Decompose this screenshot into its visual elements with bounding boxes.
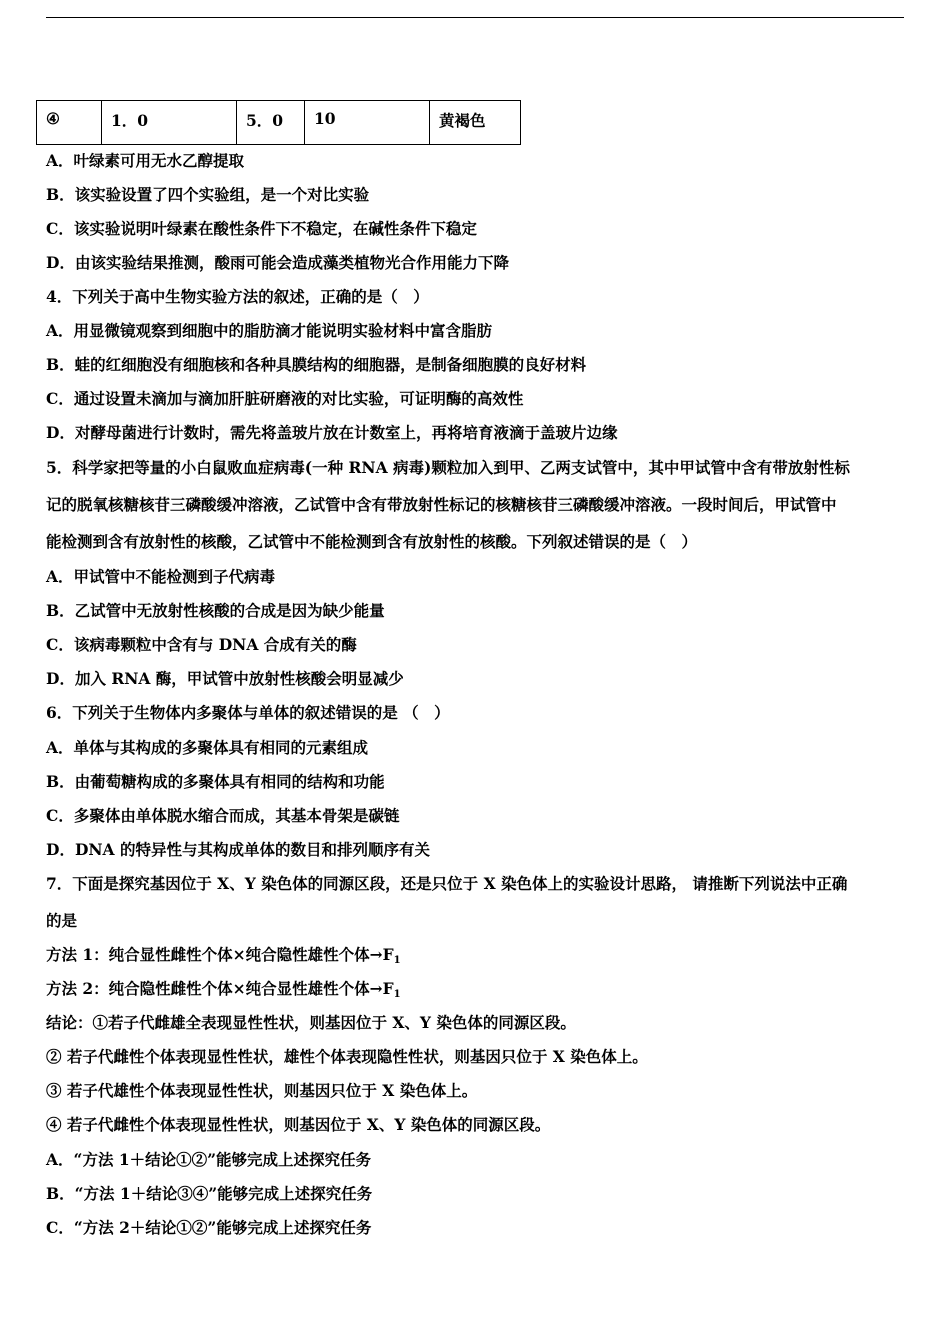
table-cell: 10	[305, 101, 430, 145]
conclusion-4: ④ 若子代雌性个体表现显性性状，则基因位于 X、Y 染色体的同源区段。	[46, 1115, 551, 1134]
conclusion-2: ② 若子代雌性个体表现显性性状，雄性个体表现隐性性状，则基因只位于 X 染色体上。	[46, 1047, 648, 1066]
question-6: 6．下列关于生物体内多聚体与单体的叙述错误的是 （ ）	[46, 703, 450, 722]
question-4: 4．下列关于高中生物实验方法的叙述，正确的是（ ）	[46, 287, 429, 306]
option-a: A．叶绿素可用无水乙醇提取	[46, 151, 245, 170]
option-c: C．“方法 2＋结论①②”能够完成上述探究任务	[46, 1218, 372, 1237]
data-table	[36, 100, 521, 145]
subscript: 1	[393, 955, 401, 966]
option-a: A．“方法 1＋结论①②”能够完成上述探究任务	[46, 1150, 372, 1169]
option-d: D．由该实验结果推测，酸雨可能会造成藻类植物光合作用能力下降	[46, 253, 509, 272]
table-cell: 黄褐色	[430, 101, 521, 145]
method-2	[46, 979, 401, 1005]
conclusion-3: ③ 若子代雄性个体表现显性性状，则基因只位于 X 染色体上。	[46, 1081, 478, 1100]
table-row	[37, 101, 521, 145]
option-a: A．甲试管中不能检测到子代病毒	[46, 567, 276, 586]
option-c: C．通过设置未滴加与滴加肝脏研磨液的对比实验，可证明酶的高效性	[46, 389, 524, 408]
option-d: D．DNA 的特异性与其构成单体的数目和排列顺序有关	[46, 840, 430, 859]
option-b: B．由葡萄糖构成的多聚体具有相同的结构和功能	[46, 772, 385, 791]
table-cell: 1．0	[102, 101, 237, 145]
subscript: 1	[393, 989, 401, 1000]
method-1	[46, 945, 401, 971]
method-1-text: 方法 1：纯合显性雌性个体×纯合隐性雄性个体→F	[46, 945, 394, 964]
option-a: A．用显微镜观察到细胞中的脂肪滴才能说明实验材料中富含脂肪	[46, 321, 493, 340]
option-c: C．该病毒颗粒中含有与 DNA 合成有关的酶	[46, 635, 357, 654]
method-2-text: 方法 2：纯合隐性雌性个体×纯合显性雄性个体→F	[46, 979, 394, 998]
option-d: D．对酵母菌进行计数时，需先将盖玻片放在计数室上，再将培育液滴于盖玻片边缘	[46, 423, 618, 442]
question-5-line-2: 记的脱氧核糖核苷三磷酸缓冲溶液，乙试管中含有带放射性标记的核糖核苷三磷酸缓冲溶液。一段时间后，甲试管中	[46, 495, 837, 514]
option-b: B．乙试管中无放射性核酸的合成是因为缺少能量	[46, 601, 385, 620]
option-c: C．该实验说明叶绿素在酸性条件下不稳定，在碱性条件下稳定	[46, 219, 477, 238]
table-cell: 5．0	[237, 101, 305, 145]
option-b: B．蛙的红细胞没有细胞核和各种具膜结构的细胞器，是制备细胞膜的良好材料	[46, 355, 587, 374]
question-7-line-2: 的是	[46, 911, 78, 930]
conclusion-1: 结论：①若子代雌雄全表现显性性状，则基因位于 X、Y 染色体的同源区段。	[46, 1013, 576, 1032]
option-b: B．该实验设置了四个实验组，是一个对比实验	[46, 185, 370, 204]
question-5-line-1: 5．科学家把等量的小白鼠败血症病毒(一种 RNA 病毒)颗粒加入到甲、乙两支试管中，其中甲试管中含有带放射性标	[46, 458, 850, 477]
question-7-line-1: 7．下面是探究基因位于 X、Y 染色体的同源区段，还是只位于 X 染色体上的实验设计思路， 请推断下列说法中正确	[46, 874, 848, 893]
option-a: A．单体与其构成的多聚体具有相同的元素组成	[46, 738, 369, 757]
option-b: B．“方法 1＋结论③④”能够完成上述探究任务	[46, 1184, 373, 1203]
question-5-line-3: 能检测到含有放射性的核酸，乙试管中不能检测到含有放射性的核酸。下列叙述错误的是（ ）	[46, 532, 698, 551]
table-cell: ④	[37, 101, 102, 145]
option-d: D．加入 RNA 酶，甲试管中放射性核酸会明显减少	[46, 669, 404, 688]
option-c: C．多聚体由单体脱水缩合而成，其基本骨架是碳链	[46, 806, 400, 825]
header-rule	[46, 17, 904, 18]
